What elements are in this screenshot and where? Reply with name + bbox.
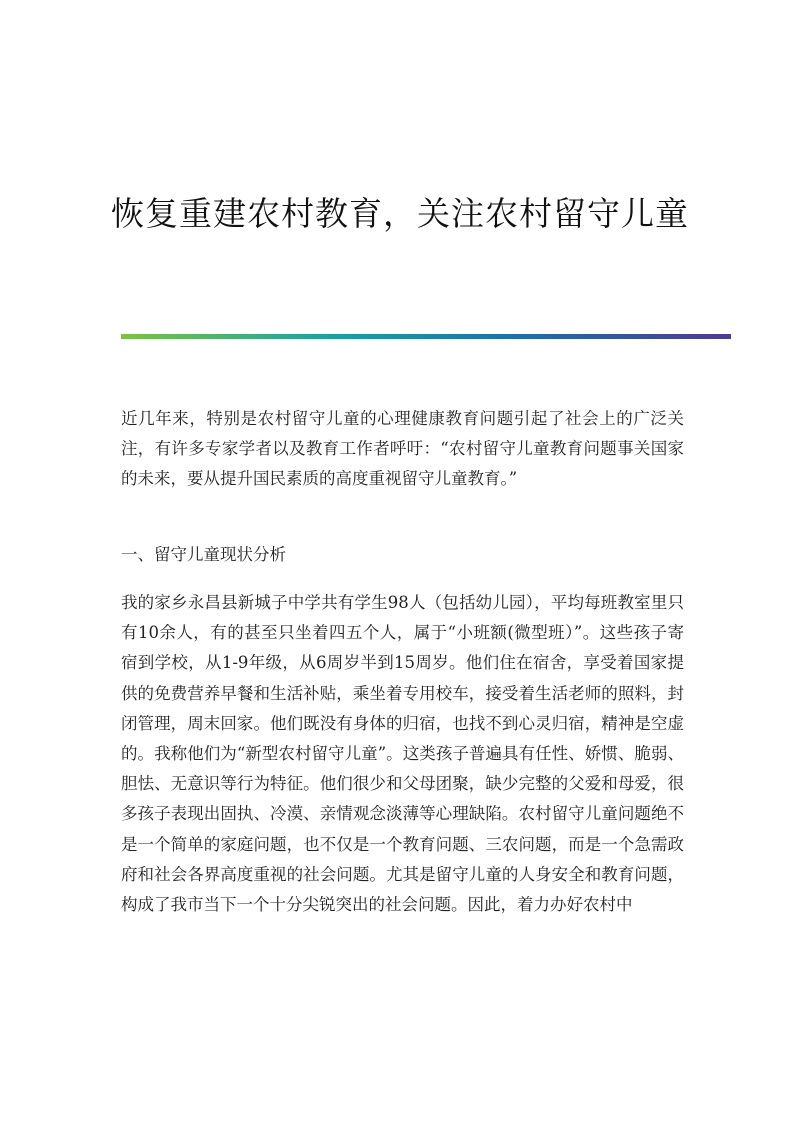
gradient-divider bbox=[121, 334, 731, 339]
section-paragraph: 我的家乡永昌县新城子中学共有学生98人（包括幼儿园），平均每班教室里只有10余人，有的甚至只坐着四五个人，属于“小班额(微型班）”。这些孩子寄宿到学校，从1-9年级，从6周岁半到15周岁。他们住在宿舍，享受着国家提供的免费营养早餐和生活补贴，乘坐着专用校车，接受着生活老师的照料，封闭管理，周末回家。他们既没有身体的归宿，也找不到心灵归宿，精神是空虚的。我称他们为“新型农村留守儿童”。这类孩子普遍具有任性、娇惯、脆弱、胆怯、无意识等行为特征。他们很少和父母团聚，缺少完整的父爱和母爱，很多孩子表现出固执、冷漠、亲情观念淡薄等心理缺陷。农村留守儿童问题绝不是一个简单的家庭问题，也不仅是一个教育问题、三农问题，而是一个急需政府和社会各界高度重视的社会问题。尤其是留守儿童的人身安全和教育问题，构成了我市当下一个十分尖锐突出的社会问题。因此，着力办好农村中 bbox=[121, 593, 684, 915]
intro-paragraph: 近几年来，特别是农村留守儿童的心理健康教育问题引起了社会上的广泛关注，有许多专家学者以及教育工作者呼吁：“农村留守儿童教育问题事关国家的未来，要从提升国民素质的高度重视留守儿童教育。” bbox=[121, 409, 684, 489]
section-heading: 一、留守儿童现状分析 bbox=[121, 545, 286, 564]
document-title: 恢复重建农村教育，关注农村留守儿童 bbox=[111, 194, 689, 233]
